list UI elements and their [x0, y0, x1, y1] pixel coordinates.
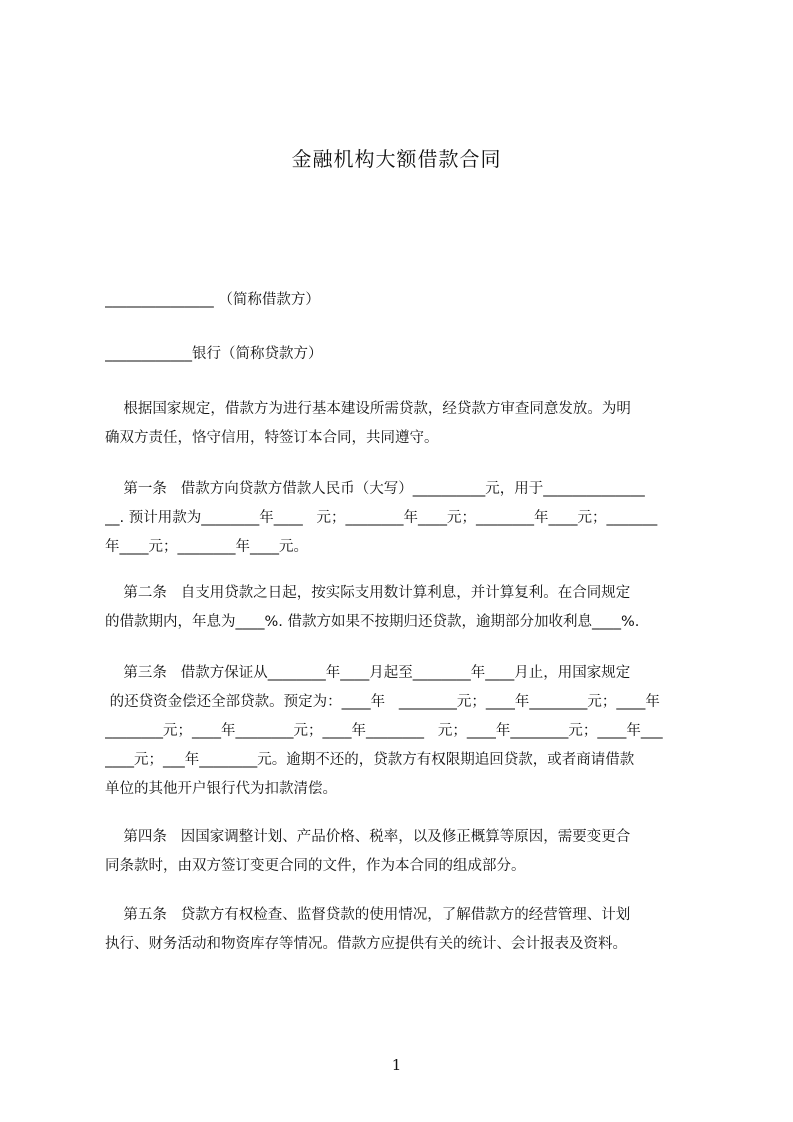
- borrower-line: _______________ （简称借款方）: [105, 292, 320, 308]
- article-5-line-1: 第五条 贷款方有权检查、监督贷款的使用情况，了解借款方的经营管理、计划: [105, 907, 631, 923]
- article-3-line-5: 单位的其他开户银行代为扣款清偿。: [105, 781, 337, 797]
- article-1-line-3: 年____元；________年____元。: [105, 539, 308, 555]
- article-1-line-1: 第一条 借款方向贷款方借款人民币（大写）__________元，用于______________: [105, 481, 645, 497]
- lender-line: ____________银行（简称贷款方）: [105, 346, 323, 362]
- article-2-line-2: 的借款期内，年息为____%. 借款方如果不按期归还贷款，逾期部分加收利息____%.: [105, 614, 640, 630]
- preamble-line-2: 确双方责任，恪守信用，特签订本合同，共同遵守。: [105, 430, 439, 446]
- article-4-line-1: 第四条 因国家调整计划、产品价格、税率，以及修正概算等原因，需要变更合: [105, 829, 631, 845]
- article-3-line-1: 第三条 借款方保证从________年____月起至________年____月止，用国家规定: [105, 665, 631, 681]
- preamble-line-1: 根据国家规定，借款方为进行基本建设所需贷款，经贷款方审查同意发放。为明: [105, 401, 631, 417]
- page-number: 1: [391, 1056, 402, 1074]
- article-4-line-2: 同条款时，由双方签订变更合同的文件，作为本合同的组成部分。: [105, 858, 526, 874]
- article-3-line-4: ____元；___年________元。逾期不还的，贷款方有权限期追回贷款，或者商请借款: [105, 752, 635, 768]
- article-1-line-2: __. 预计用款为________年____ 元；________年____元；________年____元；_______: [105, 510, 658, 526]
- article-3-line-3: ________元；____年________元；____年________ 元；____年________元；____年___: [105, 723, 663, 739]
- article-3-line-2: 的还贷资金偿还全部贷款。预定为：____年 ________元；____年________元；____年: [105, 694, 660, 710]
- article-2-line-1: 第二条 自支用贷款之日起，按实际支用数计算利息，并计算复利。在合同规定: [105, 585, 631, 601]
- contract-title: 金融机构大额借款合同: [291, 147, 502, 171]
- article-5-line-2: 执行、财务活动和物资库存等情况。借款方应提供有关的统计、会计报表及资料。: [105, 936, 627, 952]
